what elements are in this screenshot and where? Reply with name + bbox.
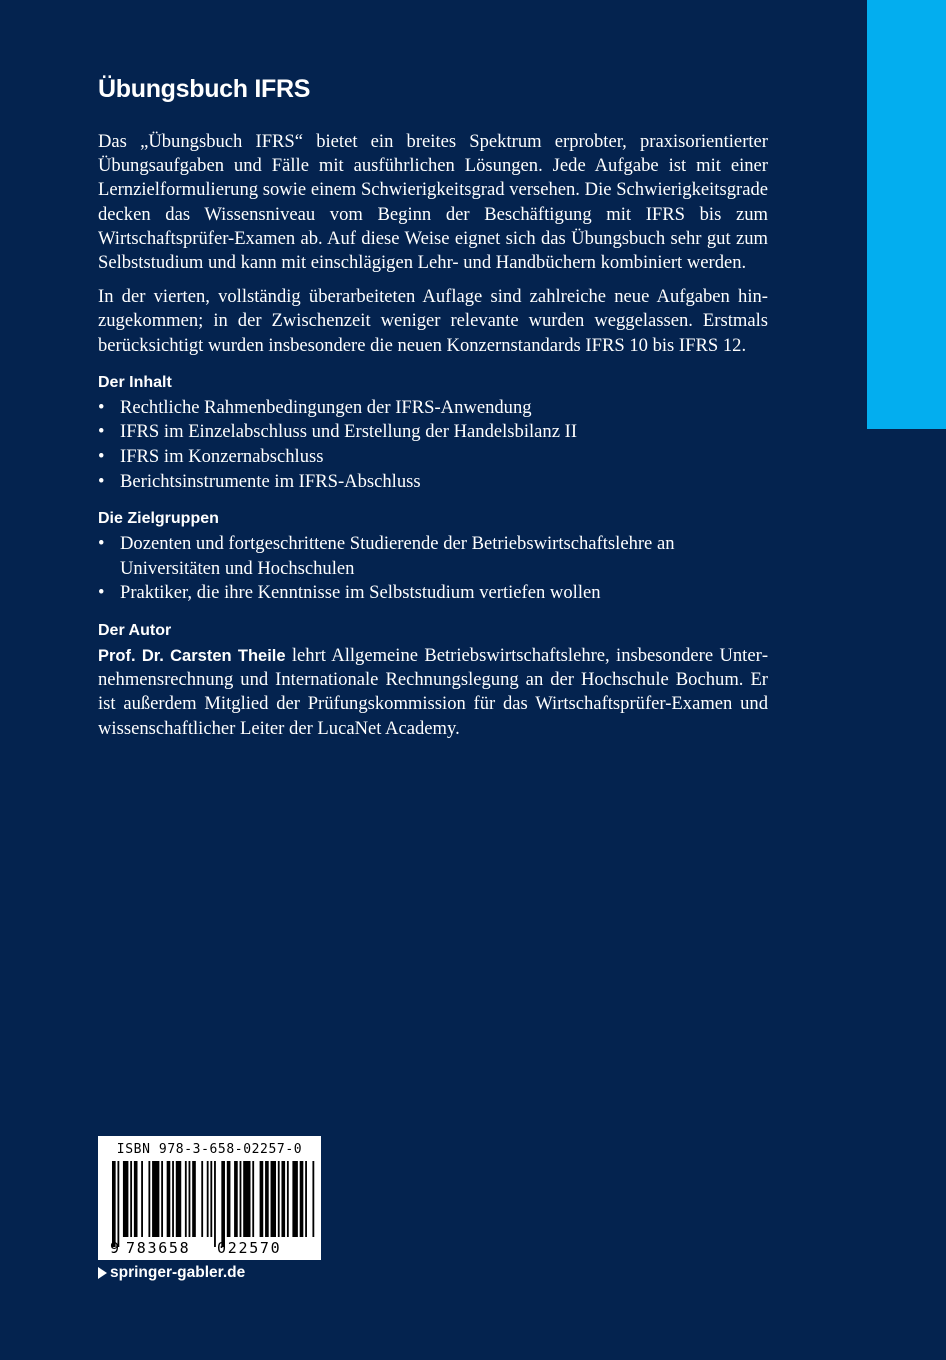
list-item xyxy=(98,396,768,421)
barcode-bar xyxy=(207,1161,209,1237)
barcode-bars xyxy=(104,1161,315,1247)
bullet-icon: • xyxy=(98,421,105,443)
bullet-icon: • xyxy=(98,470,105,492)
barcode-bar xyxy=(305,1161,307,1237)
accent-strip xyxy=(867,0,946,429)
arrow-right-icon xyxy=(98,1267,107,1279)
isbn-label: ISBN 978-3-658-02257-0 xyxy=(116,1142,303,1157)
barcode-bar xyxy=(141,1161,143,1237)
barcode-bar xyxy=(189,1161,191,1237)
list-item-text: Berichtsinstrumente im IFRS-Abschluss xyxy=(120,470,421,492)
list-item xyxy=(98,420,768,445)
barcode-bar xyxy=(112,1161,116,1247)
author-name: Prof. Dr. Carsten Theile xyxy=(98,646,286,665)
barcode-bar xyxy=(214,1161,216,1247)
bullet-icon: • xyxy=(98,396,105,418)
list-item xyxy=(98,470,768,495)
barcode-bar xyxy=(148,1161,150,1237)
barcode-bar xyxy=(300,1161,304,1237)
barcode-bar xyxy=(287,1161,289,1237)
intro-paragraph-2: In der vierten, vollständig überarbeiteten Auflage sind zahlreiche neue Aufgaben hinzugekommen; in der Zwischenzeit weniger relevante wurden weggelassen. Erstmals berücksichtigt wurden insbesondere die neuen Konzernstandards IFRS 10 bis IFRS 12. xyxy=(98,286,768,356)
website-link[interactable] xyxy=(98,1264,245,1282)
list-item-text: Rechtliche Rahmenbedingungen der IFRS-Anwendung xyxy=(120,396,532,418)
barcode-bar xyxy=(281,1161,285,1237)
website-url[interactable]: springer-gabler.de xyxy=(110,1264,246,1281)
barcode-bar xyxy=(260,1161,264,1237)
list-item-text: IFRS im Konzernabschluss xyxy=(120,446,324,468)
barcode-bar xyxy=(130,1161,132,1237)
author-heading: Der Autor xyxy=(98,621,172,639)
barcode-bar xyxy=(167,1161,171,1237)
content-heading: Der Inhalt xyxy=(98,373,172,391)
barcode-bar xyxy=(161,1161,163,1237)
barcode-bar xyxy=(265,1161,269,1237)
barcode-bar xyxy=(210,1161,212,1237)
barcode-bar xyxy=(152,1161,159,1237)
barcode-bar xyxy=(234,1161,238,1237)
bullet-icon: • xyxy=(98,533,105,555)
barcode-bar xyxy=(278,1161,280,1237)
isbn-barcode xyxy=(98,1136,321,1260)
list-item xyxy=(98,445,768,470)
barcode-bar xyxy=(292,1161,297,1237)
list-item xyxy=(98,581,768,606)
intro-paragraph-1: Das „Übungsbuch IFRS“ bietet ein breites Spektrum erprobter, praxisorientierter Übungsaufgaben und Fälle mit ausführlichen Lösungen. Jede Aufgabe ist mit einer Lernzielformulierung sowie einem Schwierigkeitsgrad versehen. Die Schwierigkeitsgrade decken das Wissensniveau vom Beginn der Beschäftigung mit IFRS bis zum Wirtschaftsprüfer-Examen ab. Auf diese Weise eignet sich das Übungsbuch sehr gut zum Selbststudium und kann mit einschlägigen Lehr- und Handbüchern kombiniert werden. xyxy=(98,131,768,274)
barcode-bar xyxy=(221,1161,225,1247)
author-bio-text: lehrt Allgemeine Betriebswirtschaftslehre, insbesondere Unternehmensrechnung und Internationale Rechnungslegung an der Hochschule Bochum. Er ist außerdem Mitglied der Prüfungskommission für das Wirtschaftsprüfer-Examen und wissenschaftlicher Leiter der LucaNet Academy. xyxy=(98,644,769,739)
list-item xyxy=(98,532,768,581)
list-item-text: Dozenten und fortgeschrittene Studierende der Betriebswirtschaftslehre an Universitäten und Hochschulen xyxy=(120,533,675,579)
barcode-digit-lead: 9 xyxy=(110,1239,120,1257)
barcode-bar xyxy=(117,1161,119,1247)
barcode-bar xyxy=(176,1161,181,1237)
bullet-icon: • xyxy=(98,446,105,468)
barcode-bar xyxy=(271,1161,276,1237)
barcode-bar xyxy=(134,1161,138,1237)
barcode-bar xyxy=(252,1161,254,1237)
barcode-bar xyxy=(192,1161,196,1237)
barcode-digit-group-2: 022570 xyxy=(217,1239,282,1257)
list-item-text: Praktiker, die ihre Kenntnisse im Selbststudium vertiefen wollen xyxy=(120,582,601,604)
content-list xyxy=(98,396,768,494)
barcode-bar xyxy=(185,1161,187,1237)
barcode-bar xyxy=(227,1161,231,1237)
barcode-bar xyxy=(243,1161,250,1237)
audience-heading: Die Zielgruppen xyxy=(98,510,219,528)
list-item-text: IFRS im Einzelabschluss und Erstellung der Handelsbilanz II xyxy=(120,421,578,443)
barcode-bar xyxy=(201,1161,203,1237)
book-title: Übungsbuch IFRS xyxy=(98,75,311,103)
barcode-bar xyxy=(312,1161,314,1237)
barcode-bar xyxy=(123,1161,128,1237)
bullet-icon: • xyxy=(98,582,105,604)
barcode-bar xyxy=(240,1161,242,1237)
audience-list xyxy=(98,532,768,606)
cover-text xyxy=(98,72,768,741)
barcode-bar xyxy=(172,1161,174,1237)
barcode-digit-group-1: 783658 xyxy=(126,1239,191,1257)
author-bio xyxy=(98,644,768,741)
